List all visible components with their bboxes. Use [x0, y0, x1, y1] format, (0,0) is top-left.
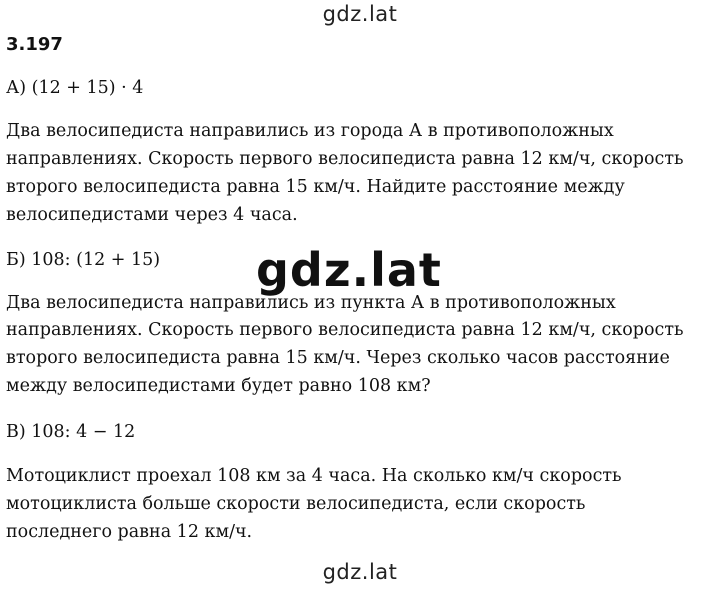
part-b-line-2: направлениях. Скорость первого велосипедиста равна 12 км/ч, скорость	[6, 320, 684, 340]
part-c-expression: В) 108: 4 − 12	[6, 422, 136, 442]
part-c-line-1: Мотоциклист проехал 108 км за 4 часа. На сколько км/ч скорость	[6, 466, 622, 486]
part-a-line-1: Два велосипедиста направились из города А в противоположных	[6, 121, 614, 141]
part-a-line-4: велосипедистами через 4 часа.	[6, 205, 298, 225]
part-c-line-2: мотоциклиста больше скорости велосипедиста, если скорость	[6, 494, 586, 514]
watermark-bottom: gdz.lat	[322, 560, 398, 584]
watermark-center: gdz.lat	[256, 243, 442, 297]
part-b-line-4: между велосипедистами будет равно 108 км?	[6, 376, 431, 396]
problem-number: 3.197	[6, 34, 63, 55]
part-a-line-2: направлениях. Скорость первого велосипедиста равна 12 км/ч, скорость	[6, 149, 684, 169]
part-a-expression: А) (12 + 15) · 4	[6, 78, 144, 98]
part-b-line-3: второго велосипедиста равна 15 км/ч. Через сколько часов расстояние	[6, 348, 670, 368]
watermark-top: gdz.lat	[322, 2, 398, 26]
part-b-expression: Б) 108: (12 + 15)	[6, 250, 161, 270]
part-c-line-3: последнего равна 12 км/ч.	[6, 522, 253, 542]
part-b-line-1: Два велосипедиста направились из пункта А в противоположных	[6, 293, 616, 313]
part-a-line-3: второго велосипедиста равна 15 км/ч. Найдите расстояние между	[6, 177, 625, 197]
